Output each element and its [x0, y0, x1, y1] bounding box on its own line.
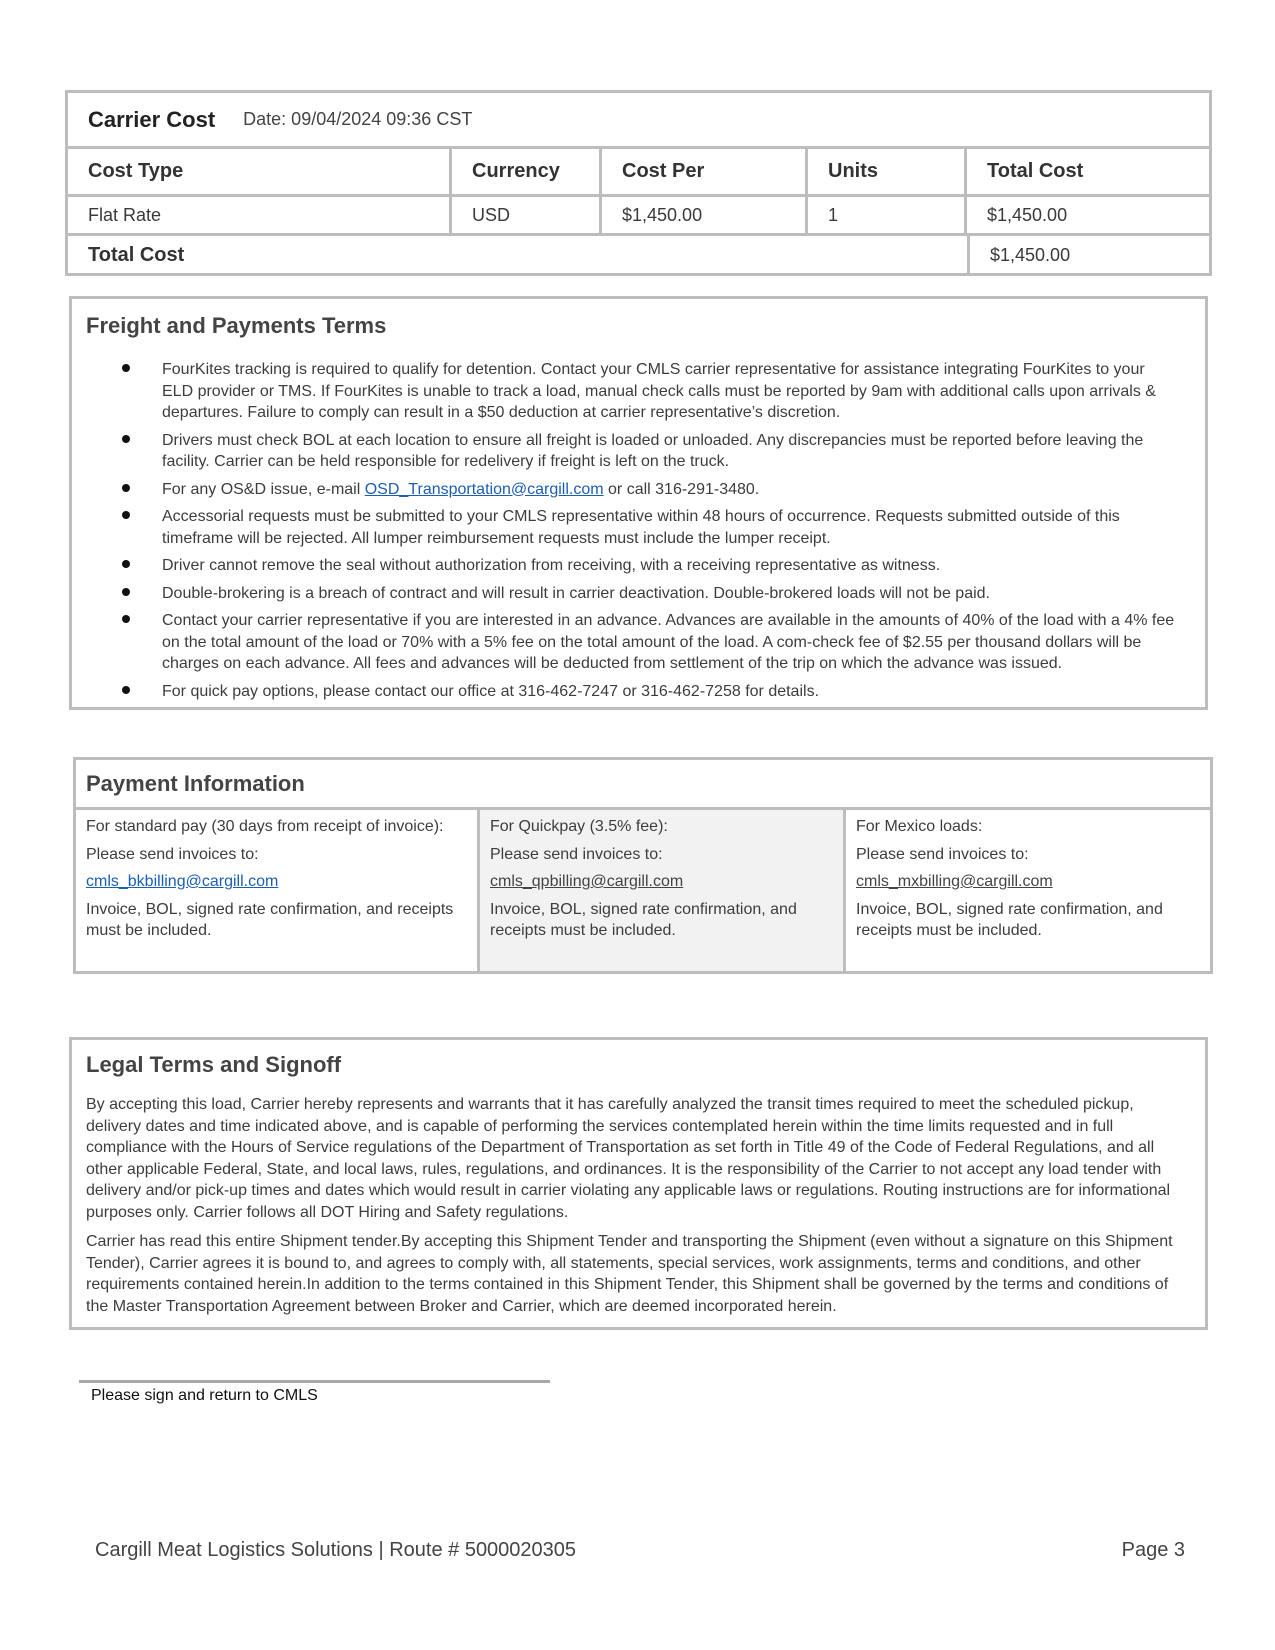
bullet-icon	[122, 686, 130, 694]
column-header-cost-type: Cost Type	[68, 149, 452, 194]
payment-info-title: Payment Information	[86, 770, 305, 796]
payment-info-header	[76, 760, 1210, 810]
column-header-units: Units	[808, 149, 967, 194]
osd-text-suffix: or call 316-291-3480.	[603, 480, 760, 498]
term-text: For quick pay options, please contact our office at 316-462-7247 or 316-462-7258 for details.	[162, 682, 820, 700]
carrier-cost-date: Date: 09/04/2024 09:36 CST	[243, 109, 473, 129]
term-text: Contact your carrier representative if you are interested in an advance. Advances are available in the amounts of 40% of the load with a 4% fee on the total amount of the load or 70% with a 5% fee on the total amount of the load. A com-check fee of $2.55 per thousand dollars will be charges on each advance. All fees and advances will be deducted from settlement of the trip on which the advance was issued.	[162, 612, 1175, 672]
payment-columns	[76, 810, 1210, 971]
payment-heading: For Quickpay (3.5% fee):	[490, 818, 668, 835]
bullet-icon	[122, 511, 130, 519]
payment-heading: For Mexico loads:	[856, 818, 983, 835]
bullet-icon	[122, 588, 130, 596]
freight-terms-list	[86, 359, 1191, 702]
bullet-icon	[122, 615, 130, 623]
payment-heading: For standard pay (30 days from receipt of invoice):	[86, 818, 444, 835]
freight-terms-section	[69, 296, 1208, 710]
bullet-icon	[122, 484, 130, 492]
total-cost-label: Total Cost	[68, 236, 970, 275]
column-header-currency: Currency	[452, 149, 602, 194]
total-cost-value: $1,450.00	[990, 245, 1071, 265]
list-item	[86, 555, 1191, 577]
payment-info-section	[73, 757, 1213, 974]
standard-billing-email-link[interactable]: cmls_bkbilling@cargill.com	[86, 873, 279, 890]
legal-terms-title: Legal Terms and Signoff	[86, 1052, 342, 1077]
payment-note: Invoice, BOL, signed rate confirmation, and receipts must be included.	[490, 900, 797, 939]
footer-route-info: Cargill Meat Logistics Solutions | Route # 5000020305	[95, 1539, 577, 1561]
osd-text-prefix: For any OS&D issue, e-mail	[162, 480, 365, 498]
cell-cost-type: Flat Rate	[68, 197, 452, 233]
carrier-cost-header	[68, 93, 1209, 149]
column-header-total-cost: Total Cost	[987, 160, 1084, 182]
payment-note: Invoice, BOL, signed rate confirmation, and receipts must be included.	[86, 900, 454, 939]
table-header-row	[68, 149, 1209, 197]
list-item	[86, 681, 1191, 703]
signature-line	[79, 1380, 550, 1383]
list-item	[86, 610, 1191, 675]
table-total-row	[68, 236, 1209, 275]
cell-units: 1	[808, 197, 967, 233]
list-item	[86, 506, 1191, 549]
payment-send-label: Please send invoices to:	[86, 845, 259, 863]
legal-terms-section	[69, 1037, 1208, 1330]
term-text: Driver cannot remove the seal without authorization from receiving, with a receiving representative as witness.	[162, 557, 941, 574]
payment-column-quickpay	[480, 810, 846, 971]
list-item	[86, 479, 1191, 501]
list-item	[86, 359, 1191, 424]
legal-paragraph: Carrier has read this entire Shipment tender.By accepting this Shipment Tender and transporting the Shipment (even without a signature on this Shipment Tender), Carrier agrees it is bound to, and agrees to comply with, all statements, special services, work assignments, terms and conditions, and other requirements contained herein.In addition to the terms contained in this Shipment Tender, this Shipment shall be governed by the terms and conditions of the Master Transportation Agreement between Broker and Carrier, which are deemed incorporated herein.	[86, 1233, 1173, 1315]
cell-total-cost: $1,450.00	[987, 204, 1068, 225]
payment-column-standard	[76, 810, 480, 971]
payment-send-label: Please send invoices to:	[856, 845, 1029, 863]
quickpay-billing-email-link[interactable]: cmls_qpbilling@cargill.com	[490, 873, 684, 890]
table-row	[68, 197, 1209, 236]
term-text: FourKites tracking is required to qualify for detention. Contact your CMLS carrier representative for assistance integrating FourKites to your ELD provider or TMS. If FourKites is unable to track a load, manual check calls must be reported by 9am with additional calls upon arrivals & departures. Failure to comply can result in a $50 deduction at carrier representative’s discretion.	[162, 361, 1156, 421]
osd-email-link[interactable]: OSD_Transportation@cargill.com	[364, 480, 604, 498]
term-text: Accessorial requests must be submitted to your CMLS representative within 48 hours of occurrence. Requests submitted outside of this timeframe will be rejected. All lumper reimbursement requests must include the lumper receipt.	[162, 508, 1120, 547]
list-item	[86, 430, 1191, 473]
carrier-cost-table	[65, 90, 1212, 276]
payment-note: Invoice, BOL, signed rate confirmation, and receipts must be included.	[856, 900, 1163, 939]
bullet-icon	[122, 560, 130, 568]
payment-send-label: Please send invoices to:	[490, 845, 663, 863]
payment-column-mexico	[846, 810, 1210, 971]
footer-page-number: Page 3	[1121, 1539, 1185, 1561]
legal-paragraph: By accepting this load, Carrier hereby represents and warrants that it has carefully analyzed the transit times required to meet the scheduled pickup, delivery dates and time indicated above, and is capable of performing the services contemplated herein within the time limits requested and in full compliance with the Hours of Service regulations of the Department of Transportation as set forth in Title 49 of the Code of Federal Regulations, and all other applicable Federal, State, and local laws, rules, regulations, and ordinances. It is the responsibility of the Carrier to not accept any load tender with delivery and/or pick-up times and dates which would result in carrier violating any applicable laws or regulations. Routing instructions are for informational purposes only. Carrier follows all DOT Hiring and Safety regulations.	[86, 1096, 1171, 1221]
cell-currency: USD	[452, 197, 602, 233]
mexico-billing-email-link[interactable]: cmls_mxbilling@cargill.com	[856, 873, 1053, 890]
bullet-icon	[122, 435, 130, 443]
column-header-cost-per: Cost Per	[602, 149, 808, 194]
bullet-icon	[122, 364, 130, 372]
freight-terms-title: Freight and Payments Terms	[86, 313, 387, 338]
term-text: Drivers must check BOL at each location to ensure all freight is loaded or unloaded. Any discrepancies must be reported before leaving the facility. Carrier can be held responsible for redelivery if freight is left on the truck.	[162, 431, 1144, 470]
signature-label: Please sign and return to CMLS	[91, 1387, 318, 1404]
term-text: Double-brokering is a breach of contract and will result in carrier deactivation. Double-brokered loads will not be paid.	[162, 584, 990, 602]
cell-cost-per: $1,450.00	[602, 197, 808, 233]
carrier-cost-title: Carrier Cost	[88, 106, 216, 132]
list-item	[86, 583, 1191, 605]
